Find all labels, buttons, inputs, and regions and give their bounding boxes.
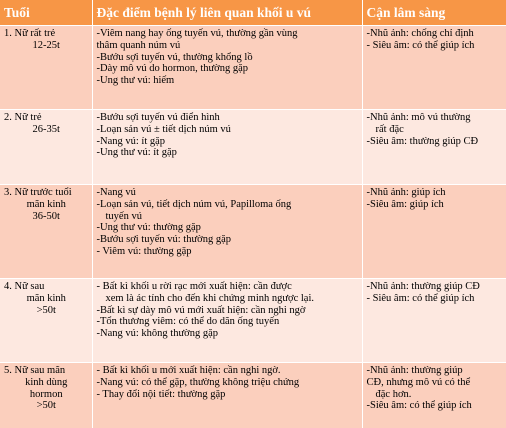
header-row — [0, 0, 506, 26]
table-row — [0, 110, 506, 185]
workup-line: -Nhũ ảnh: giúp ích — [366, 187, 446, 198]
feature-line: xem là ác tính cho đến khi chứng minh ngược lại. — [105, 292, 315, 304]
age-line: 4. Nữ sau — [4, 281, 45, 292]
age-line: >50t — [36, 400, 56, 412]
workup-cell — [362, 110, 506, 185]
age-cell — [0, 363, 92, 428]
feature-line: -Ung thư vú: thường gặp — [96, 222, 201, 234]
feature-line: - Thay đổi nội tiết: thường gặp — [96, 388, 226, 400]
age-cell — [0, 279, 92, 363]
feature-line: - Viêm vú: thường gặp — [96, 245, 192, 257]
age-line: mãn kinh — [26, 198, 66, 210]
workup-cell — [362, 26, 506, 110]
workup-line: -Siêu âm: giúp ích — [366, 198, 444, 210]
age-line: kinh dùng — [25, 376, 68, 388]
workup-cell — [362, 279, 506, 363]
feature-line: -Nang vú: có thể gặp, thường không triệu chứng — [96, 376, 300, 388]
features-cell — [92, 279, 362, 363]
feature-line: -Bất kì sự dày mô vú mới xuất hiện: cần nghi ngờ — [96, 304, 306, 316]
workup-line: -Nhũ ảnh: chống chỉ định — [366, 28, 474, 39]
age-cell — [0, 26, 92, 110]
feature-line: -Dày mô vú do hormon, thường gặp — [96, 63, 249, 75]
age-line: 1. Nữ rất trẻ — [4, 28, 56, 39]
workup-line: -Nhũ ảnh: thường giúp — [366, 365, 463, 376]
feature-line: -Loạn sản vú ± tiết dịch núm vú — [96, 123, 231, 135]
feature-line: -Bướu sợi tuyến vú: thường gặp — [96, 234, 231, 246]
feature-line: -Nang vú — [96, 187, 136, 198]
table-row — [0, 185, 506, 279]
feature-line: -Nang vú: không thường gặp — [96, 328, 218, 340]
workup-line: - Siêu âm: có thể giúp ích — [366, 292, 475, 304]
workup-line: - Siêu âm: có thể giúp ích — [366, 39, 475, 51]
workup-line: -Nhũ ảnh: thường giúp CĐ — [366, 281, 480, 292]
age-line: 5. Nữ sau mãn — [4, 365, 66, 376]
table-row — [0, 279, 506, 363]
features-cell — [92, 185, 362, 279]
feature-line: tuyến vú — [105, 210, 142, 222]
age-line: mãn kinh — [26, 292, 66, 304]
header-age: Tuổi — [0, 0, 92, 26]
feature-line: - Bất kì khối u mới xuất hiện: cần nghi ngờ. — [96, 365, 281, 376]
feature-line: - Bất kì khối u rời rạc mới xuất hiện: cần được — [96, 281, 292, 292]
workup-line: đặc hơn. — [375, 388, 412, 400]
feature-line: -Bướu sợi tuyến vú, thường khổng lồ — [96, 51, 253, 63]
feature-line: -Ung thư vú: ít gặp — [96, 147, 177, 159]
workup-cell — [362, 185, 506, 279]
workup-line: rất đặc — [375, 123, 404, 135]
features-cell — [92, 363, 362, 428]
age-line: >50t — [36, 304, 56, 316]
features-cell — [92, 110, 362, 185]
feature-line: -Bướu sợi tuyến vú điển hình — [96, 112, 220, 123]
age-line: 36-50t — [32, 210, 60, 222]
age-cell — [0, 185, 92, 279]
table-row — [0, 26, 506, 110]
feature-line: -Loạn sản vú, tiết dịch núm vú, Papilloma ống — [96, 198, 292, 210]
workup-line: -Siêu âm: thường giúp CĐ — [366, 135, 479, 147]
age-line: 3. Nữ trước tuổi — [4, 187, 72, 198]
feature-line: thâm quanh núm vú — [96, 39, 181, 51]
feature-line: -Ung thư vú: hiếm — [96, 75, 175, 87]
age-line: 12-25t — [32, 39, 60, 51]
header-workup: Cận lâm sàng — [362, 0, 506, 26]
age-line: hormon — [29, 388, 63, 400]
workup-line: -Nhũ ảnh: mô vú thường — [366, 112, 471, 123]
feature-line: -Nang vú: ít gặp — [96, 135, 166, 147]
table-row — [0, 363, 506, 428]
workup-cell — [362, 363, 506, 428]
feature-line: -Viêm nang hay ống tuyến vú, thường gần vùng — [96, 28, 298, 39]
workup-line: CĐ, nhưng mô vú có thể — [366, 376, 471, 388]
workup-line: -Siêu âm: có thể giúp ích — [366, 400, 472, 412]
age-line: 26-35t — [32, 123, 60, 135]
feature-line: -Tổn thương viêm: có thể do dãn ống tuyến — [96, 316, 280, 328]
age-cell — [0, 110, 92, 185]
header-features: Đặc điểm bệnh lý liên quan khối u vú — [92, 0, 362, 26]
age-line: 2. Nữ trẻ — [4, 112, 42, 123]
features-cell — [92, 26, 362, 110]
